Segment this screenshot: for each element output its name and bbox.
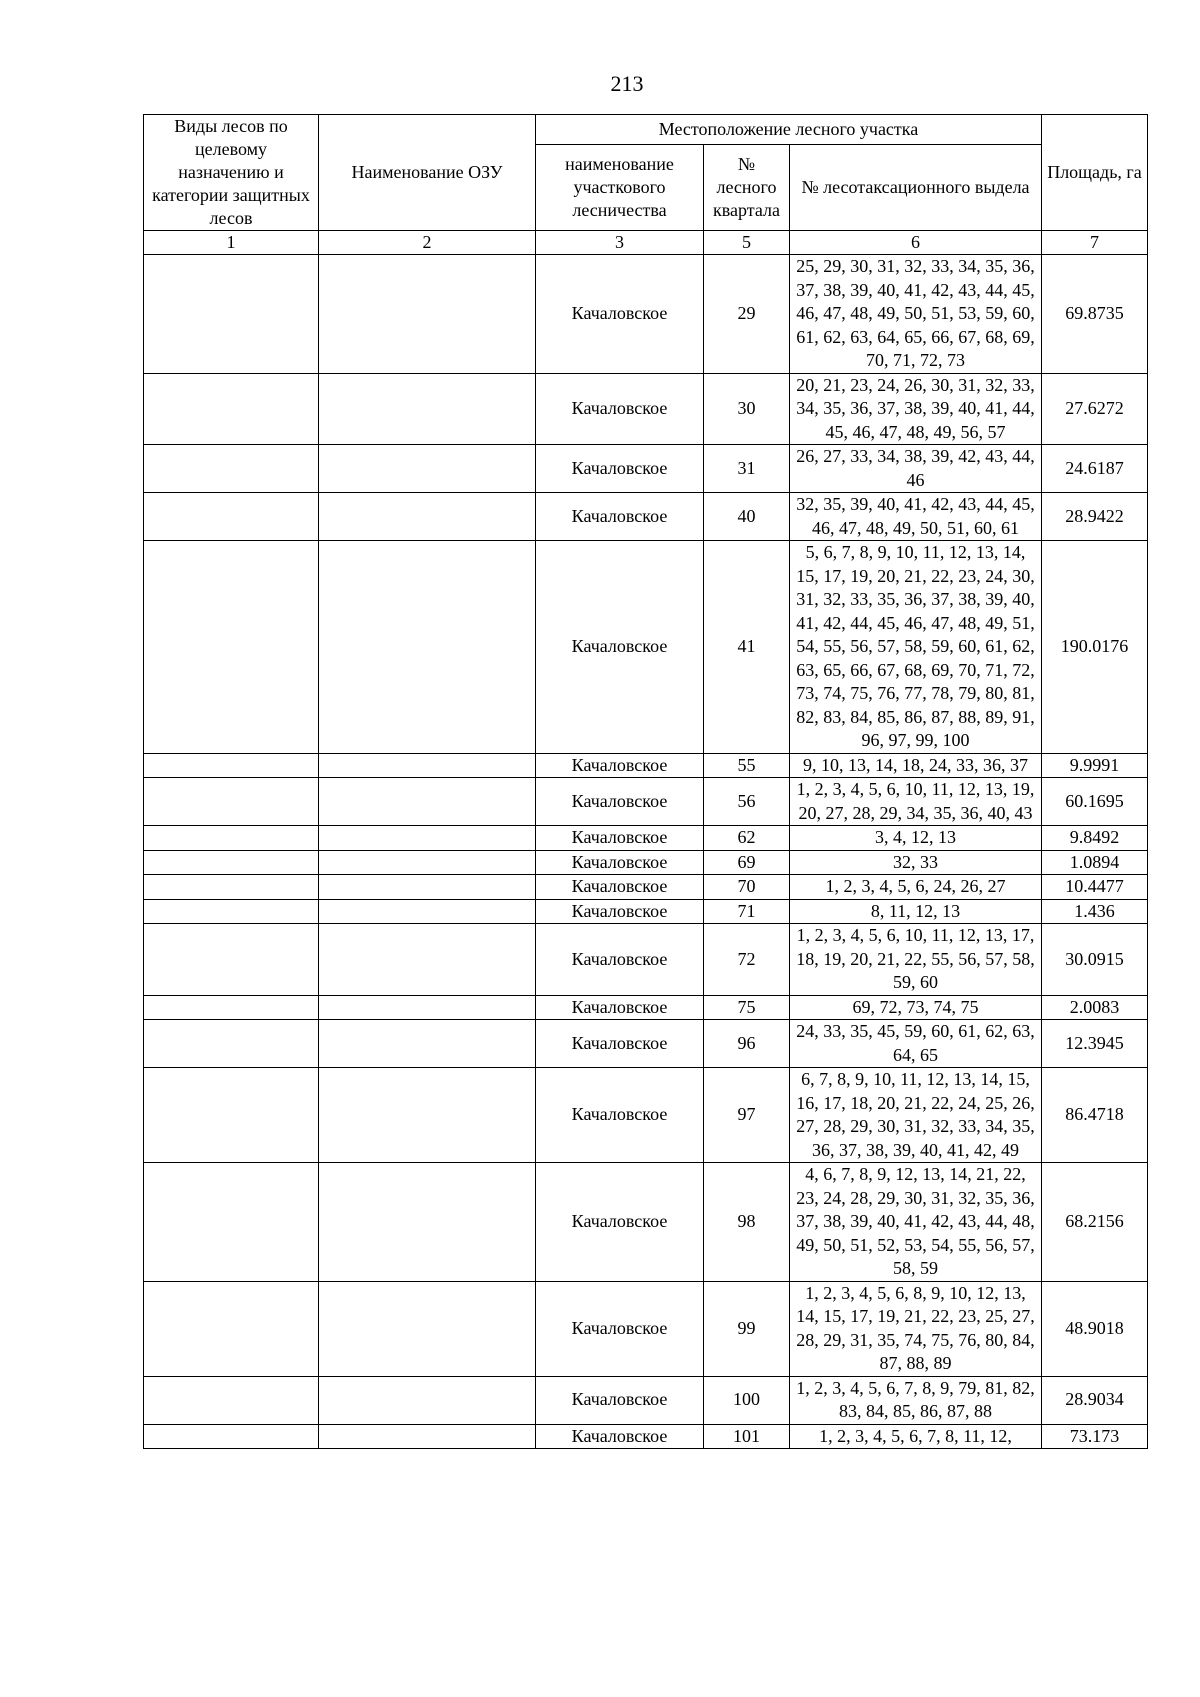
plot-numbers-cell: 20, 21, 23, 24, 26, 30, 31, 32, 33, 34, 35, 36, 37, 38, 39, 40, 41, 44, 45, 46, 47, 48, 49, 56, 57 <box>790 373 1042 445</box>
forest-type-cell <box>144 1376 319 1424</box>
ozu-name-cell <box>319 1376 536 1424</box>
quarter-number-cell: 40 <box>704 493 790 541</box>
quarter-number-cell: 99 <box>704 1281 790 1376</box>
plot-numbers-cell: 25, 29, 30, 31, 32, 33, 34, 35, 36, 37, 38, 39, 40, 41, 42, 43, 44, 45, 46, 47, 48, 49, 50, 51, 53, 59, 60, 61, 62, 63, 64, 65, 66, 67, 68, 69, 70, 71, 72, 73 <box>790 255 1042 374</box>
ozu-name-cell <box>319 850 536 875</box>
plot-numbers-cell: 1, 2, 3, 4, 5, 6, 24, 26, 27 <box>790 875 1042 900</box>
quarter-number-cell: 101 <box>704 1424 790 1449</box>
ozu-name-cell <box>319 541 536 754</box>
header-location-group: Местоположение лесного участка <box>536 115 1042 145</box>
column-number-row <box>144 231 1148 255</box>
area-cell: 2.0083 <box>1042 995 1148 1020</box>
forest-type-cell <box>144 875 319 900</box>
area-cell: 27.6272 <box>1042 373 1148 445</box>
table-row <box>144 1281 1148 1376</box>
table-row <box>144 995 1148 1020</box>
plot-numbers-cell: 1, 2, 3, 4, 5, 6, 7, 8, 9, 79, 81, 82, 83, 84, 85, 86, 87, 88 <box>790 1376 1042 1424</box>
forestry-name-cell: Качаловское <box>536 1020 704 1068</box>
header-forestry-name: наименование участкового лесничества <box>536 144 704 230</box>
forest-type-cell <box>144 826 319 851</box>
table-row <box>144 1376 1148 1424</box>
forest-type-cell <box>144 493 319 541</box>
table-row <box>144 753 1148 778</box>
ozu-name-cell <box>319 1424 536 1449</box>
header-plot-numbers: № лесотаксационного выдела <box>790 144 1042 230</box>
forest-type-cell <box>144 373 319 445</box>
area-cell: 12.3945 <box>1042 1020 1148 1068</box>
plot-numbers-cell: 1, 2, 3, 4, 5, 6, 10, 11, 12, 13, 17, 18, 19, 20, 21, 22, 55, 56, 57, 58, 59, 60 <box>790 924 1042 996</box>
area-cell: 10.4477 <box>1042 875 1148 900</box>
column-number: 5 <box>704 231 790 255</box>
ozu-name-cell <box>319 753 536 778</box>
header-forest-type: Виды лесов по целевому назначению и категории защитных лесов <box>144 115 319 231</box>
ozu-name-cell <box>319 1020 536 1068</box>
header-ozu-name: Наименование ОЗУ <box>319 115 536 231</box>
plot-numbers-cell: 32, 33 <box>790 850 1042 875</box>
ozu-name-cell <box>319 924 536 996</box>
forest-type-cell <box>144 1163 319 1282</box>
plot-numbers-cell: 3, 4, 12, 13 <box>790 826 1042 851</box>
area-cell: 190.0176 <box>1042 541 1148 754</box>
area-cell: 9.9991 <box>1042 753 1148 778</box>
forest-type-cell <box>144 850 319 875</box>
header-quarter-number: № лесного квартала <box>704 144 790 230</box>
page-number: 213 <box>610 71 644 96</box>
forestry-name-cell: Качаловское <box>536 373 704 445</box>
forest-plots-table <box>143 114 1148 1449</box>
ozu-name-cell <box>319 1163 536 1282</box>
table-row <box>144 541 1148 754</box>
forestry-name-cell: Качаловское <box>536 493 704 541</box>
header-area: Площадь, га <box>1042 115 1148 231</box>
quarter-number-cell: 56 <box>704 778 790 826</box>
forest-type-cell <box>144 1020 319 1068</box>
table-row <box>144 1424 1148 1449</box>
column-number: 3 <box>536 231 704 255</box>
forestry-name-cell: Качаловское <box>536 255 704 374</box>
forestry-name-cell: Качаловское <box>536 1163 704 1282</box>
forest-type-cell <box>144 995 319 1020</box>
table-row <box>144 850 1148 875</box>
area-cell: 69.8735 <box>1042 255 1148 374</box>
ozu-name-cell <box>319 255 536 374</box>
quarter-number-cell: 71 <box>704 899 790 924</box>
table-row <box>144 899 1148 924</box>
ozu-name-cell <box>319 826 536 851</box>
forestry-name-cell: Качаловское <box>536 445 704 493</box>
ozu-name-cell <box>319 899 536 924</box>
column-number: 2 <box>319 231 536 255</box>
plot-numbers-cell: 32, 35, 39, 40, 41, 42, 43, 44, 45, 46, 47, 48, 49, 50, 51, 60, 61 <box>790 493 1042 541</box>
ozu-name-cell <box>319 373 536 445</box>
forestry-name-cell: Качаловское <box>536 1376 704 1424</box>
plot-numbers-cell: 1, 2, 3, 4, 5, 6, 8, 9, 10, 12, 13, 14, 15, 17, 19, 21, 22, 23, 25, 27, 28, 29, 31, 35, 74, 75, 76, 80, 84, 87, 88, 89 <box>790 1281 1042 1376</box>
quarter-number-cell: 41 <box>704 541 790 754</box>
forestry-name-cell: Качаловское <box>536 1068 704 1163</box>
area-cell: 1.436 <box>1042 899 1148 924</box>
table-row <box>144 1020 1148 1068</box>
area-cell: 9.8492 <box>1042 826 1148 851</box>
quarter-number-cell: 72 <box>704 924 790 996</box>
area-cell: 73.173 <box>1042 1424 1148 1449</box>
ozu-name-cell <box>319 778 536 826</box>
forestry-name-cell: Качаловское <box>536 899 704 924</box>
ozu-name-cell <box>319 1068 536 1163</box>
forestry-name-cell: Качаловское <box>536 924 704 996</box>
quarter-number-cell: 96 <box>704 1020 790 1068</box>
ozu-name-cell <box>319 875 536 900</box>
quarter-number-cell: 30 <box>704 373 790 445</box>
quarter-number-cell: 97 <box>704 1068 790 1163</box>
forest-type-cell <box>144 1281 319 1376</box>
forestry-name-cell: Качаловское <box>536 541 704 754</box>
forest-type-cell <box>144 445 319 493</box>
forestry-name-cell: Качаловское <box>536 1281 704 1376</box>
area-cell: 86.4718 <box>1042 1068 1148 1163</box>
quarter-number-cell: 62 <box>704 826 790 851</box>
quarter-number-cell: 55 <box>704 753 790 778</box>
table-body <box>144 255 1148 1449</box>
forest-type-cell <box>144 924 319 996</box>
plot-numbers-cell: 26, 27, 33, 34, 38, 39, 42, 43, 44, 46 <box>790 445 1042 493</box>
quarter-number-cell: 100 <box>704 1376 790 1424</box>
quarter-number-cell: 31 <box>704 445 790 493</box>
area-cell: 68.2156 <box>1042 1163 1148 1282</box>
area-cell: 24.6187 <box>1042 445 1148 493</box>
forest-type-cell <box>144 778 319 826</box>
forestry-name-cell: Качаловское <box>536 826 704 851</box>
table-row <box>144 373 1148 445</box>
forest-type-cell <box>144 541 319 754</box>
table-header <box>144 115 1148 255</box>
ozu-name-cell <box>319 1281 536 1376</box>
forest-type-cell <box>144 753 319 778</box>
table-row <box>144 445 1148 493</box>
area-cell: 48.9018 <box>1042 1281 1148 1376</box>
plot-numbers-cell: 6, 7, 8, 9, 10, 11, 12, 13, 14, 15, 16, 17, 18, 20, 21, 22, 24, 25, 26, 27, 28, 29, 30, 31, 32, 33, 34, 35, 36, 37, 38, 39, 40, 41, 42, 49 <box>790 1068 1042 1163</box>
plot-numbers-cell: 24, 33, 35, 45, 59, 60, 61, 62, 63, 64, 65 <box>790 1020 1042 1068</box>
forestry-name-cell: Качаловское <box>536 753 704 778</box>
plot-numbers-cell: 4, 6, 7, 8, 9, 12, 13, 14, 21, 22, 23, 24, 28, 29, 30, 31, 32, 35, 36, 37, 38, 39, 40, 41, 42, 43, 44, 48, 49, 50, 51, 52, 53, 54, 55, 56, 57, 58, 59 <box>790 1163 1042 1282</box>
forestry-name-cell: Качаловское <box>536 875 704 900</box>
plot-numbers-cell: 1, 2, 3, 4, 5, 6, 7, 8, 11, 12, <box>790 1424 1042 1449</box>
quarter-number-cell: 75 <box>704 995 790 1020</box>
forestry-name-cell: Качаловское <box>536 995 704 1020</box>
plot-numbers-cell: 5, 6, 7, 8, 9, 10, 11, 12, 13, 14, 15, 17, 19, 20, 21, 22, 23, 24, 30, 31, 32, 33, 35, 36, 37, 38, 39, 40, 41, 42, 44, 45, 46, 47, 48, 49, 51, 54, 55, 56, 57, 58, 59, 60, 61, 62, 63, 65, 66, 67, 68, 69, 70, 71, 72, 73, 74, 75, 76, 77, 78, 79, 80, 81, 82, 83, 84, 85, 86, 87, 88, 89, 91, 96, 97, 99, 100 <box>790 541 1042 754</box>
column-number: 1 <box>144 231 319 255</box>
area-cell: 30.0915 <box>1042 924 1148 996</box>
forestry-name-cell: Качаловское <box>536 850 704 875</box>
ozu-name-cell <box>319 995 536 1020</box>
quarter-number-cell: 98 <box>704 1163 790 1282</box>
table-row <box>144 826 1148 851</box>
forestry-name-cell: Качаловское <box>536 778 704 826</box>
forestry-name-cell: Качаловское <box>536 1424 704 1449</box>
ozu-name-cell <box>319 445 536 493</box>
plot-numbers-cell: 1, 2, 3, 4, 5, 6, 10, 11, 12, 13, 19, 20, 27, 28, 29, 34, 35, 36, 40, 43 <box>790 778 1042 826</box>
area-cell: 60.1695 <box>1042 778 1148 826</box>
area-cell: 28.9034 <box>1042 1376 1148 1424</box>
quarter-number-cell: 69 <box>704 850 790 875</box>
forest-type-cell <box>144 1068 319 1163</box>
column-number: 6 <box>790 231 1042 255</box>
column-number: 7 <box>1042 231 1148 255</box>
area-cell: 1.0894 <box>1042 850 1148 875</box>
table-row <box>144 875 1148 900</box>
quarter-number-cell: 29 <box>704 255 790 374</box>
ozu-name-cell <box>319 493 536 541</box>
forest-type-cell <box>144 255 319 374</box>
forest-type-cell <box>144 1424 319 1449</box>
plot-numbers-cell: 69, 72, 73, 74, 75 <box>790 995 1042 1020</box>
plot-numbers-cell: 9, 10, 13, 14, 18, 24, 33, 36, 37 <box>790 753 1042 778</box>
forest-type-cell <box>144 899 319 924</box>
area-cell: 28.9422 <box>1042 493 1148 541</box>
plot-numbers-cell: 8, 11, 12, 13 <box>790 899 1042 924</box>
table-row <box>144 493 1148 541</box>
quarter-number-cell: 70 <box>704 875 790 900</box>
table-row <box>144 1068 1148 1163</box>
table-row <box>144 1163 1148 1282</box>
table-row <box>144 924 1148 996</box>
table-row <box>144 255 1148 374</box>
table-row <box>144 778 1148 826</box>
